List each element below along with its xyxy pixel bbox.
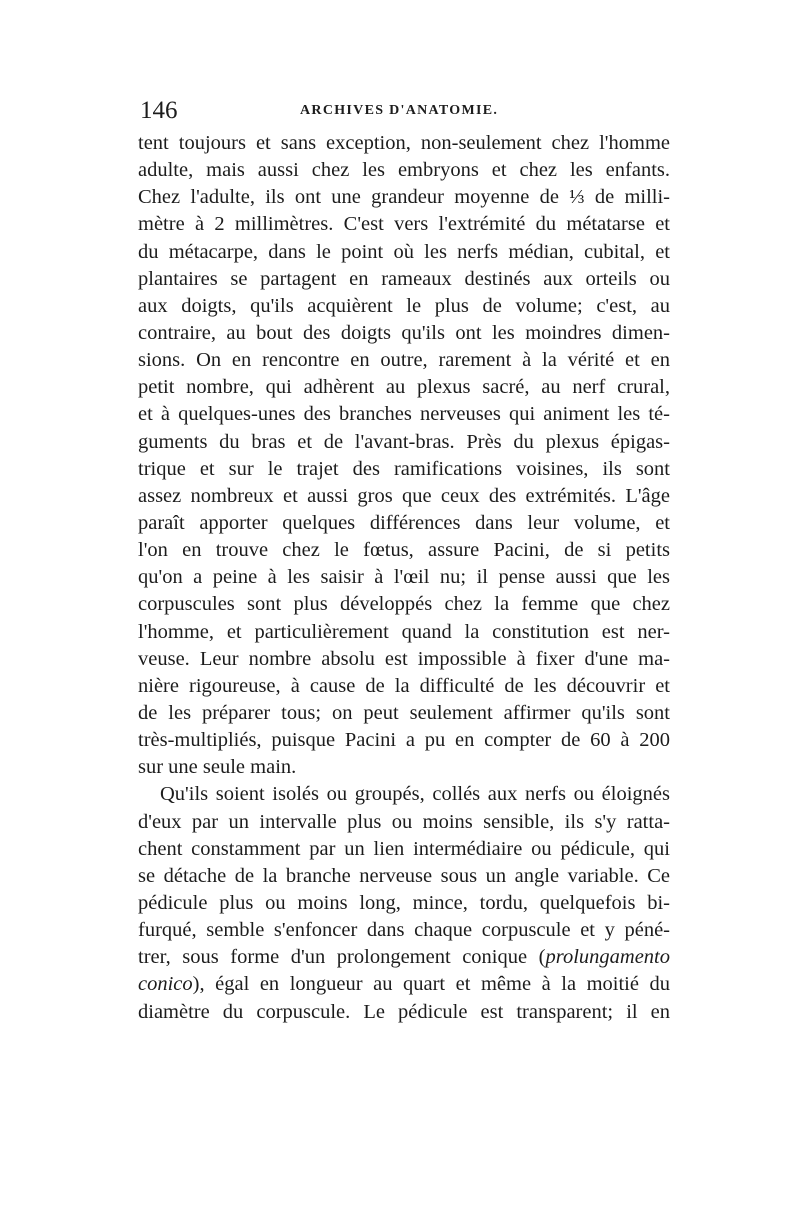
text-line bbox=[138, 456, 670, 483]
text-line bbox=[138, 293, 670, 320]
text-line bbox=[138, 836, 670, 863]
text-line-continuation: ), égal en longueur au quart et même à la moitié du bbox=[192, 973, 670, 996]
italic-term: prolungamento bbox=[545, 946, 670, 969]
text-line-content: veuse. Leur nombre absolu est impossible à fixer d'une ma- bbox=[138, 647, 670, 670]
text-line bbox=[138, 619, 670, 646]
text-line-content: du métacarpe, dans le point où les nerfs médian, cubital, et bbox=[138, 240, 670, 263]
text-line-content: aux doigts, qu'ils acquièrent le plus de volume; c'est, au bbox=[138, 294, 670, 317]
text-line bbox=[138, 917, 670, 944]
page-number: 146 bbox=[140, 97, 178, 124]
text-line-content: plantaires se partagent en rameaux destinés aux orteils ou bbox=[138, 267, 670, 290]
text-line bbox=[138, 999, 670, 1026]
text-line bbox=[138, 781, 670, 808]
text-line-content: tent toujours et sans exception, non-seulement chez l'homme bbox=[138, 132, 670, 154]
text-line bbox=[138, 646, 670, 673]
text-line-content: adulte, mais aussi chez les embryons et chez les enfants. bbox=[138, 159, 670, 182]
text-line bbox=[138, 564, 670, 591]
text-line-content: furqué, semble s'enfoncer dans chaque corpuscule et y péné- bbox=[138, 919, 670, 942]
text-line bbox=[138, 591, 670, 618]
text-line-content: nière rigoureuse, à cause de la difficulté de les découvrir et bbox=[138, 674, 670, 697]
running-title: ARCHIVES D'ANATOMIE. bbox=[300, 103, 499, 118]
text-line-content: et à quelques-unes des branches nerveuses qui animent les té- bbox=[138, 403, 670, 426]
running-head bbox=[140, 96, 670, 126]
text-line-content: trer, sous forme d'un prolongement conique ( bbox=[138, 946, 546, 969]
text-line-content: Qu'ils soient isolés ou groupés, collés aux nerfs ou éloignés bbox=[160, 783, 670, 806]
text-line-content: sions. On en rencontre en outre, rarement à la vérité et en bbox=[138, 349, 670, 372]
text-line bbox=[138, 510, 670, 537]
text-line bbox=[138, 727, 670, 754]
text-line-content: chent constamment par un lien intermédiaire ou pédicule, qui bbox=[138, 837, 670, 860]
text-line bbox=[138, 754, 670, 781]
text-line-content: diamètre du corpuscule. Le pédicule est transparent; il en bbox=[138, 1000, 670, 1023]
text-line bbox=[138, 130, 670, 157]
text-line-content: de les préparer tous; on peut seulement affirmer qu'ils sont bbox=[138, 701, 670, 724]
text-line-content: sur une seule main. bbox=[138, 756, 297, 779]
text-line-content: mètre à 2 millimètres. C'est vers l'extrémité du métatarse et bbox=[138, 213, 670, 236]
text-line-content: trique et sur le trajet des ramifications voisines, ils sont bbox=[138, 457, 670, 480]
text-line-content: l'on en trouve chez le fœtus, assure Pacini, de si petits bbox=[138, 539, 670, 562]
text-line-content: guments du bras et de l'avant-bras. Près du plexus épigas- bbox=[138, 430, 670, 453]
text-line-content: se détache de la branche nerveuse sous un angle variable. Ce bbox=[138, 864, 670, 887]
text-line bbox=[138, 483, 670, 510]
text-line bbox=[138, 401, 670, 428]
text-line bbox=[138, 374, 670, 401]
text-line-content: paraît apporter quelques différences dans leur volume, et bbox=[138, 511, 670, 534]
text-line-content: assez nombreux et aussi gros que ceux des extrémités. L'âge bbox=[138, 484, 670, 507]
text-line bbox=[138, 537, 670, 564]
text-line-content: qu'on a peine à les saisir à l'œil nu; il pense aussi que les bbox=[138, 566, 670, 589]
text-line bbox=[138, 211, 670, 238]
text-line-content: pédicule plus ou moins long, mince, tordu, quelquefois bi- bbox=[138, 891, 670, 914]
text-line bbox=[138, 184, 670, 211]
text-line-content: corpuscules sont plus développés chez la femme que chez bbox=[138, 593, 670, 616]
text-line bbox=[138, 429, 670, 456]
text-line bbox=[138, 673, 670, 700]
italic-term: conico bbox=[138, 973, 193, 996]
text-line bbox=[138, 971, 670, 998]
text-line bbox=[138, 863, 670, 890]
text-line bbox=[138, 239, 670, 266]
text-line bbox=[138, 890, 670, 917]
text-line bbox=[138, 266, 670, 293]
text-line-content: d'eux par un intervalle plus ou moins sensible, ils s'y ratta- bbox=[138, 810, 670, 833]
text-line bbox=[138, 700, 670, 727]
text-line bbox=[138, 809, 670, 836]
text-line bbox=[138, 157, 670, 184]
body-text bbox=[138, 130, 670, 1026]
text-line-content: Chez l'adulte, ils ont une grandeur moyenne de ⅓ de milli- bbox=[138, 186, 670, 209]
text-line-content: très-multipliés, puisque Pacini a pu en compter de 60 à 200 bbox=[138, 729, 670, 752]
text-line bbox=[138, 320, 670, 347]
text-line-content: contraire, au bout des doigts qu'ils ont les moindres dimen- bbox=[138, 321, 670, 344]
text-line-content: l'homme, et particulièrement quand la constitution est ner- bbox=[138, 620, 670, 643]
text-line-content: petit nombre, qui adhèrent au plexus sacré, au nerf crural, bbox=[138, 376, 670, 399]
text-line bbox=[138, 347, 670, 374]
text-line bbox=[138, 944, 670, 971]
